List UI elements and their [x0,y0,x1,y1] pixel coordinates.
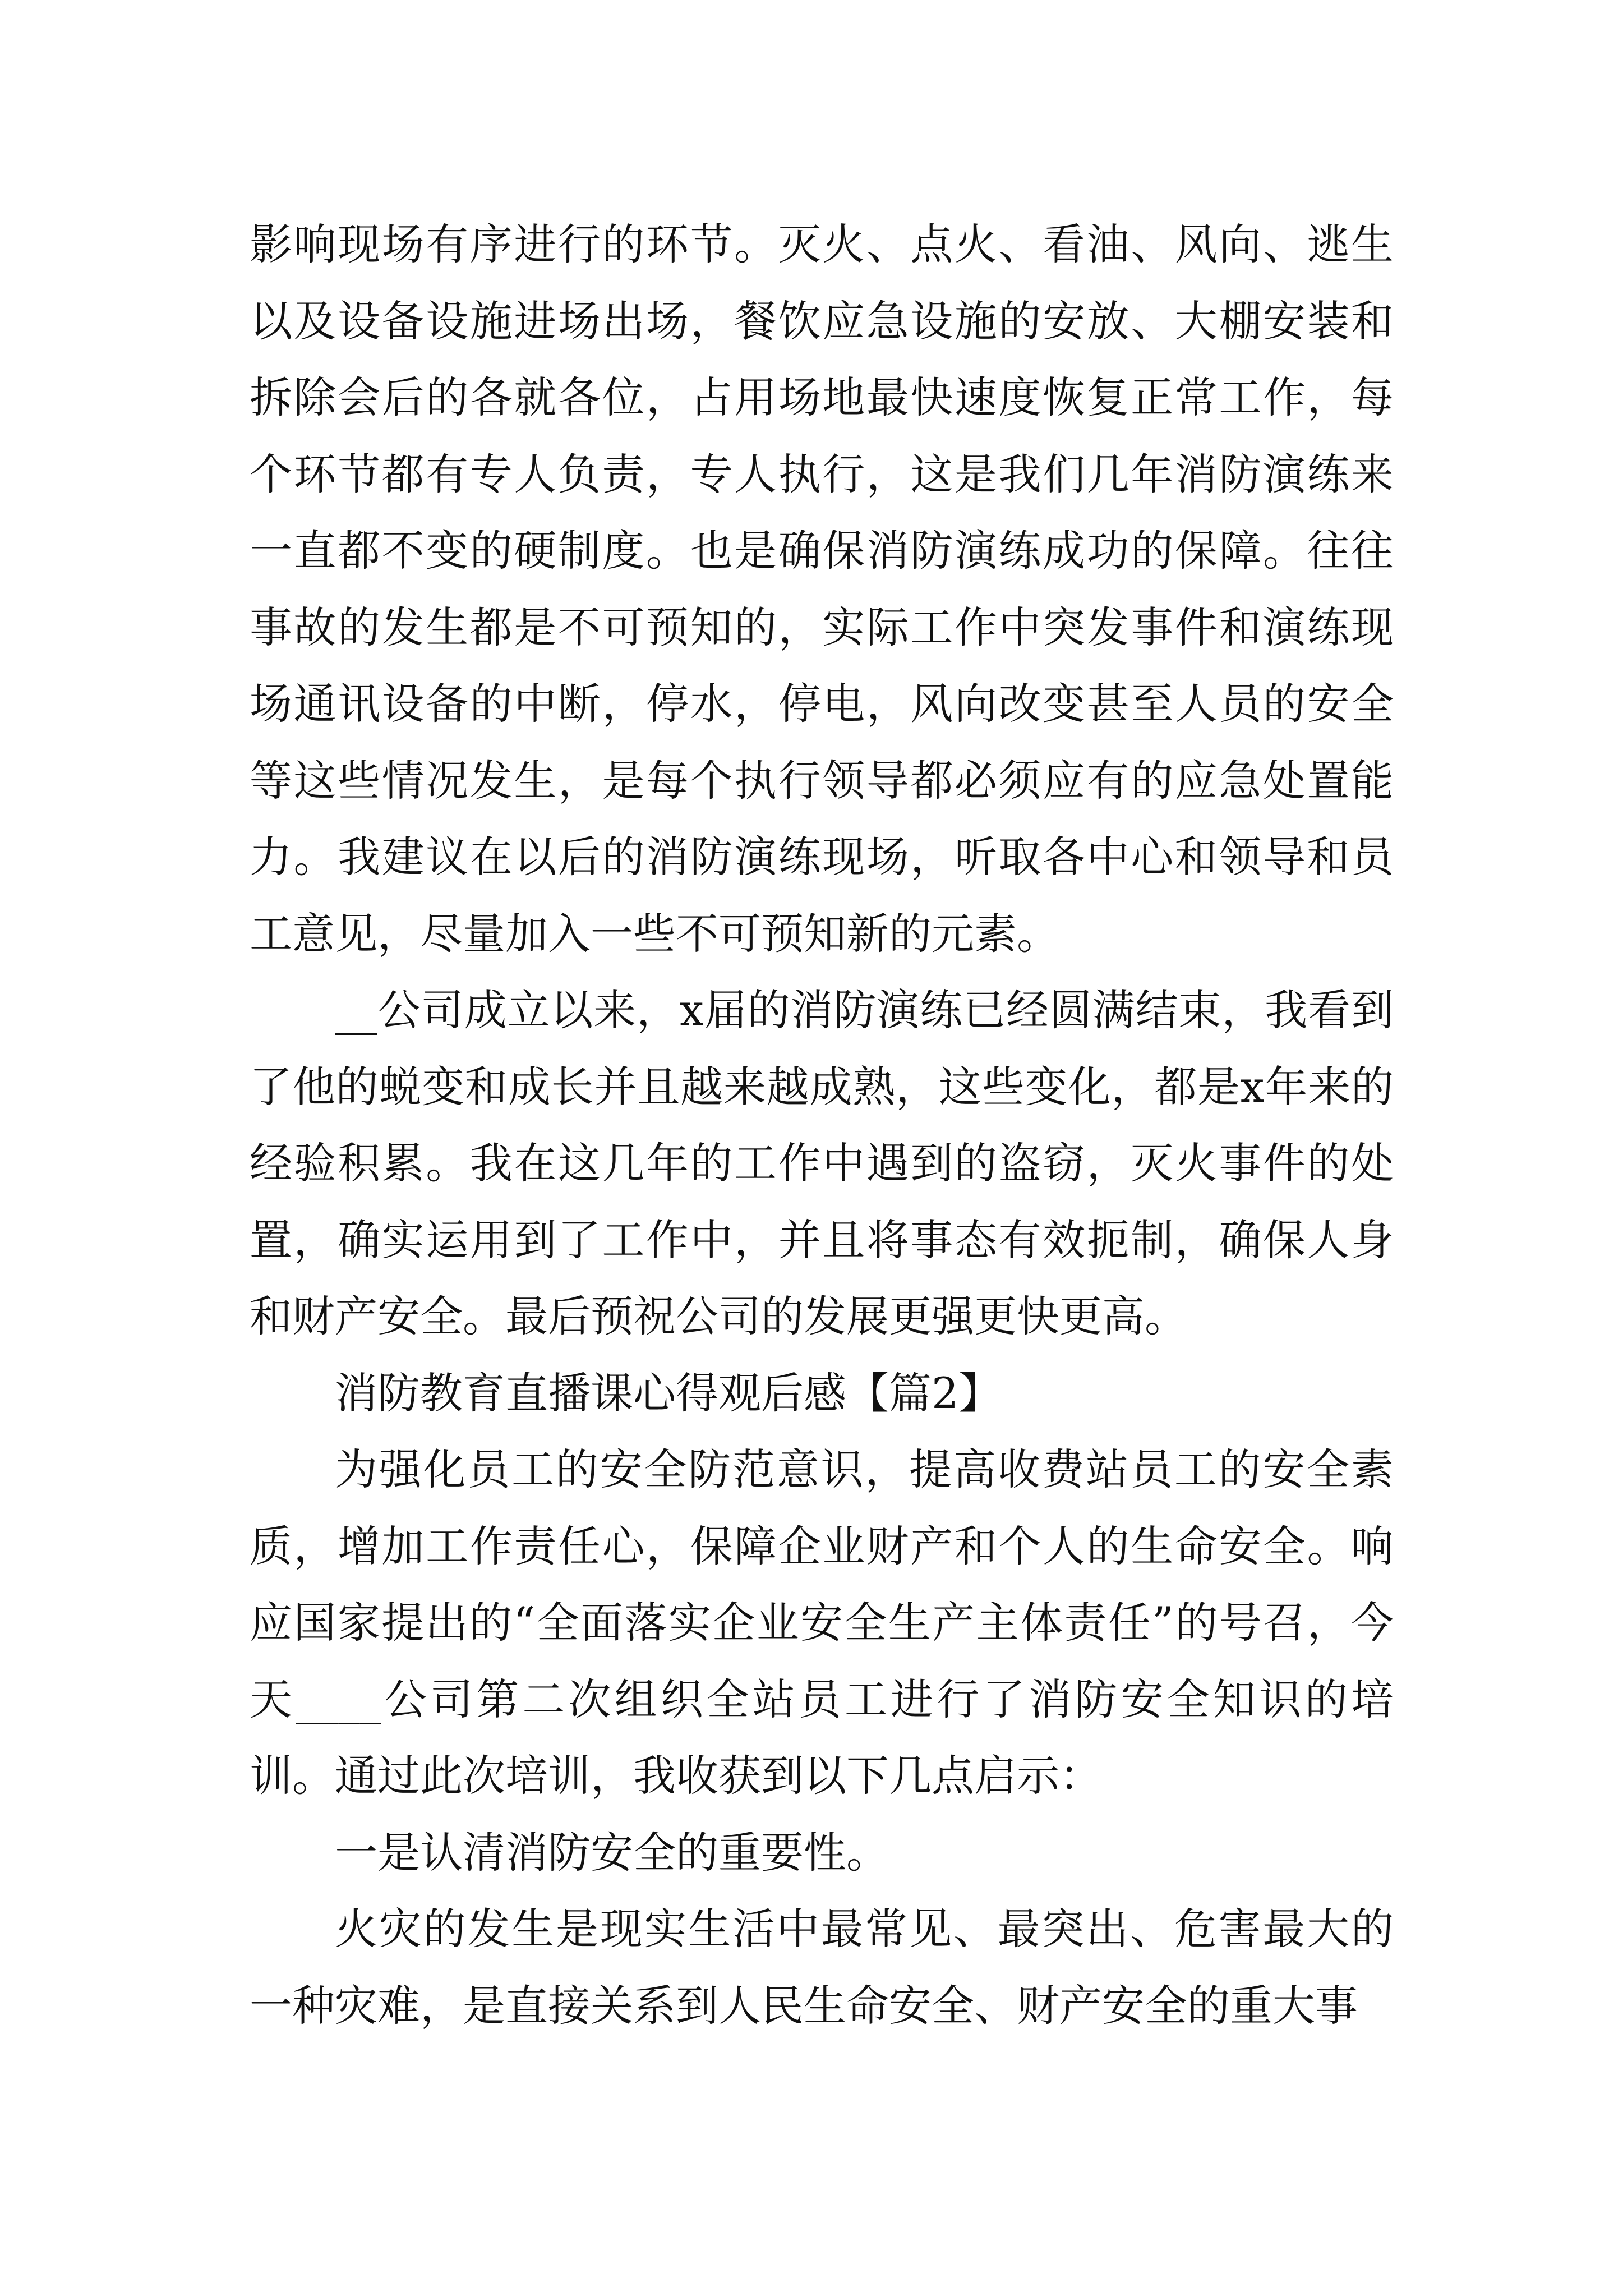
paragraph-2: __公司成立以来，x届的消防演练已经圆满结束，我看到了他的蜕变和成长并且越来越成熟，这些变化，都是x年来的经验积累。我在这几年的工作中遇到的盗窃，灭火事件的处置，确实运用到了工作中，并且将事态有效扼制，确保人身和财产安全。最后预祝公司的发展更强更快更高。 [250,985,1394,1341]
paragraph-3: 为强化员工的安全防范意识，提高收费站员工的安全素质，增加工作责任心，保障企业财产和个人的生命安全。响应国家提出的“全面落实企业安全生产主体责任”的号召，今天____公司第二次组织全站员工进行了消防安全知识的培训。通过此次培训，我收获到以下几点启示： [250,1444,1394,1801]
section-heading: 消防教育直播课心得观后感【篇2】 [335,1368,1002,1418]
paragraph-4: 一是认清消防安全的重要性。 [335,1827,889,1878]
document-body [250,206,1394,2044]
paragraph-1: 影响现场有序进行的环节。灭火、点火、看油、风向、逃生以及设备设施进场出场，餐饮应急设施的安放、大棚安装和拆除会后的各就各位，占用场地最快速度恢复正常工作，每个环节都有专人负责，专人执行，这是我们几年消防演练来一直都不变的硬制度。也是确保消防演练成功的保障。往往事故的发生都是不可预知的，实际工作中突发事件和演练现场通讯设备的中断，停水，停电，风向改变甚至人员的安全等这些情况发生，是每个执行领导都必须应有的应急处置能力。我建议在以后的消防演练现场，听取各中心和领导和员工意见，尽量加入一些不可预知新的元素。 [250,219,1394,959]
paragraph-5: 火灾的发生是现实生活中最常见、最突出、危害最大的一种灾难，是直接关系到人民生命安全、财产安全的重大事 [250,1904,1394,2031]
